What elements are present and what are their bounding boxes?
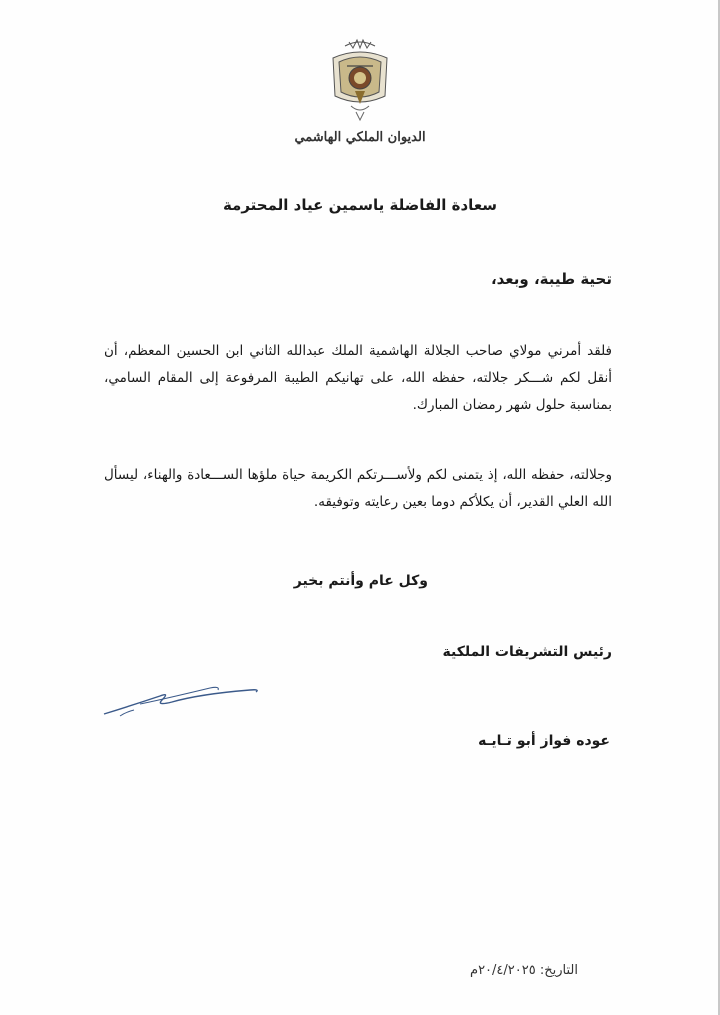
body-paragraph-1: فلقد أمرني مولاي صاحب الجلالة الهاشمية الملك عبدالله الثاني ابن الحسين المعظم، أن أنقل لكم شـــكر جلالته، حفظه الله، على تهانيكم الطيبة المرفوعة إلى المقام السامي، بمناسبة حلول شهر رمضان المبارك. [104,343,612,413]
signatory-title: رئيس التشريفات الملكية [442,644,612,660]
date-value: ٢٠/٤/٢٠٢٥م [470,963,536,978]
royal-emblem [310,36,410,126]
handwritten-signature [100,676,270,730]
coat-of-arms-icon [325,36,395,126]
body-paragraph-2: وجلالته، حفظه الله، إذ يتمنى لكم ولأســـرتكم الكريمة حياة ملؤها الســـعادة والهناء، ليسأل الله العلي القدير، أن يكلأكم دوما بعين رعايته وتوفيقه. [104,467,612,510]
signature-icon [100,676,270,726]
addressee: سعادة الفاضلة ياسمين عياد المحترمة [222,196,498,214]
signatory-name: عوده فواز أبو تـايـه [478,733,610,749]
greeting: تحية طيبة، وبعد، [490,270,612,288]
closing-line: وكل عام وأنتم بخير [293,573,428,589]
date-label: التاريخ: [539,963,578,978]
date-line [470,963,578,978]
letterhead-organization: الديوان الملكي الهاشمي [294,130,426,145]
